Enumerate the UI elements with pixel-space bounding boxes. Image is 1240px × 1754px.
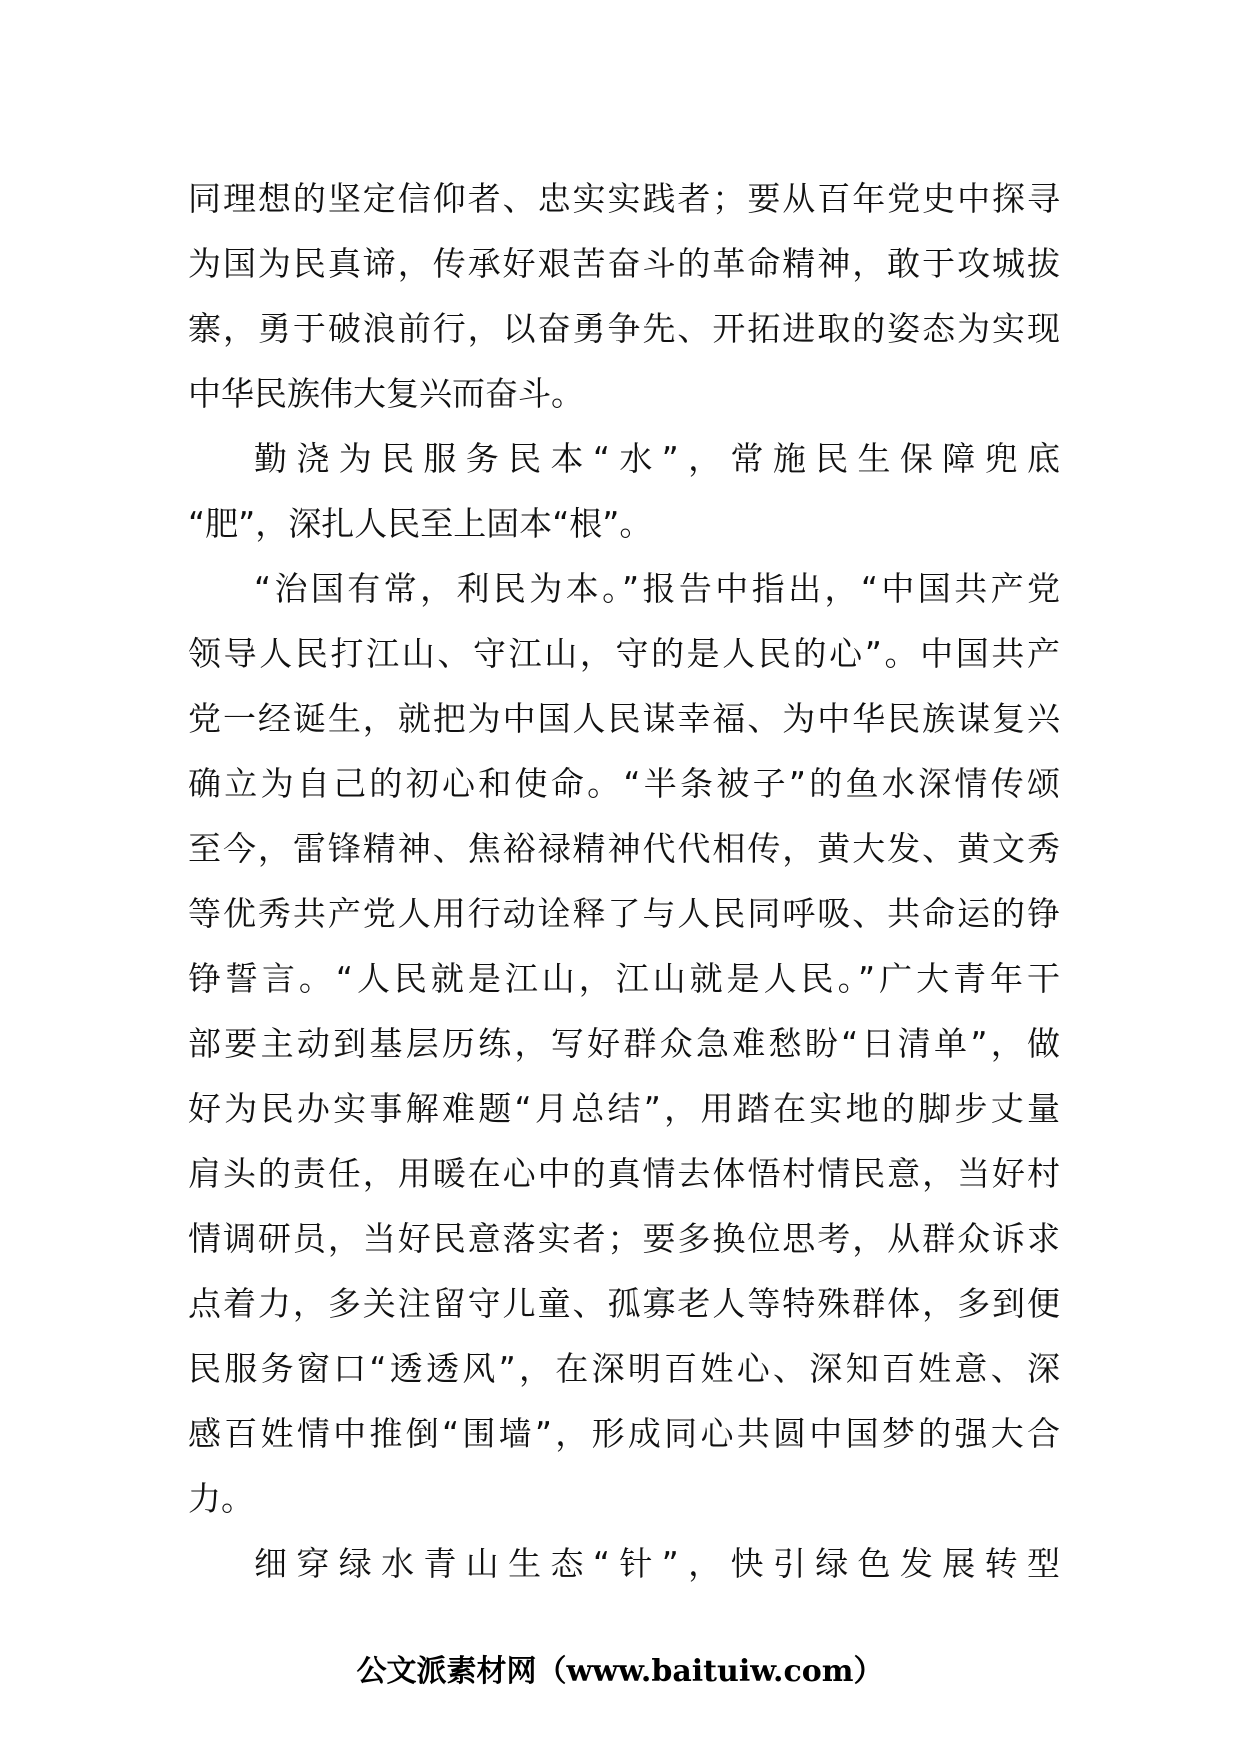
paragraph-2-line-15: 力。 (188, 1479, 254, 1518)
subheading-2-line-1: 细穿绿水青山生态“针”，快引绿色发展转型 (254, 1544, 1060, 1583)
paragraph-2-line-3: 党一经诞生，就把为中国人民谋幸福、为中华民族谋复兴 (188, 699, 1060, 738)
paragraph-2-line-14: 感百姓情中推倒“围墙”，形成同心共圆中国梦的强大合 (188, 1414, 1060, 1453)
footer-watermark: 公文派素材网（www.baituiw.com） (356, 1654, 884, 1689)
paragraph-1-line-4: 中华民族伟大复兴而奋斗。 (188, 374, 584, 413)
paragraph-2-line-1: “治国有常，利民为本。”报告中指出，“中国共产党 (254, 569, 1060, 608)
subheading-1-line-1: 勤浇为民服务民本“水”，常施民生保障兜底 (254, 439, 1060, 478)
paragraph-2-line-10: 肩头的责任，用暖在心中的真情去体悟村情民意，当好村 (188, 1154, 1060, 1193)
paragraph-2-line-9: 好为民办实事解难题“月总结”，用踏在实地的脚步丈量 (188, 1089, 1060, 1128)
paragraph-2-line-12: 点着力，多关注留守儿童、孤寡老人等特殊群体，多到便 (188, 1284, 1060, 1323)
subheading-1-line-2: “肥”，深扎人民至上固本“根”。 (188, 504, 653, 543)
paragraph-1-line-3: 寨，勇于破浪前行，以奋勇争先、开拓进取的姿态为实现 (188, 309, 1060, 348)
document-body (188, 166, 1060, 1596)
paragraph-2-line-2: 领导人民打江山、守江山，守的是人民的心”。中国共产 (188, 634, 1060, 673)
paragraph-2-line-4: 确立为自己的初心和使命。“半条被子”的鱼水深情传颂 (188, 764, 1060, 803)
paragraph-2-line-8: 部要主动到基层历练，写好群众急难愁盼“日清单”，做 (188, 1024, 1060, 1063)
paragraph-2-line-6: 等优秀共产党人用行动诠释了与人民同呼吸、共命运的铮 (188, 894, 1060, 933)
paragraph-2-line-11: 情调研员，当好民意落实者；要多换位思考，从群众诉求 (188, 1219, 1060, 1258)
paragraph-1-line-2: 为国为民真谛，传承好艰苦奋斗的革命精神，敢于攻城拔 (188, 244, 1060, 283)
paragraph-2-line-13: 民服务窗口“透透风”，在深明百姓心、深知百姓意、深 (188, 1349, 1060, 1388)
paragraph-2-line-7: 铮誓言。“人民就是江山，江山就是人民。”广大青年干 (188, 959, 1060, 998)
paragraph-1-line-1: 同理想的坚定信仰者、忠实实践者；要从百年党史中探寻 (188, 179, 1060, 218)
paragraph-2-line-5: 至今，雷锋精神、焦裕禄精神代代相传，黄大发、黄文秀 (188, 829, 1060, 868)
